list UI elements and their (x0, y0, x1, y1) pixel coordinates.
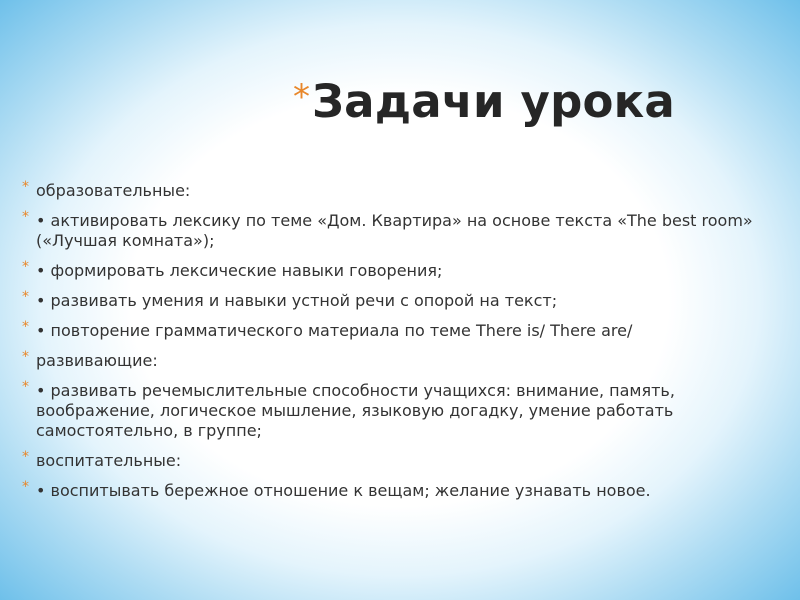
list-item (22, 481, 774, 501)
bullet-icon: * (22, 289, 29, 305)
objectives-list (22, 181, 774, 511)
bullet-icon: * (22, 349, 29, 365)
list-item (22, 211, 774, 251)
bullet-icon: * (22, 479, 29, 495)
list-item-text: • формировать лексические навыки говорения; (36, 261, 443, 280)
list-item (22, 291, 774, 311)
list-item-text: • развивать речемыслительные способности учащихся: внимание, память, воображение, логическое мышление, языковую догадку, умение работать самостоятельно, в группе; (36, 381, 675, 440)
list-item-text: образовательные: (36, 181, 191, 200)
title-row (293, 76, 675, 128)
list-item (22, 321, 774, 341)
title-bullet-icon: * (293, 77, 310, 117)
list-item (22, 351, 774, 371)
list-item (22, 451, 774, 471)
list-item (22, 381, 774, 441)
list-item-text: • повторение грамматического материала по теме There is/ There are/ (36, 321, 633, 340)
bullet-icon: * (22, 449, 29, 465)
list-item (22, 181, 774, 201)
bullet-icon: * (22, 319, 29, 335)
bullet-icon: * (22, 379, 29, 395)
bullet-icon: * (22, 209, 29, 225)
list-item (22, 261, 774, 281)
list-item-text: • активировать лексику по теме «Дом. Квартира» на основе текста «The best room» («Лучшая комната»); (36, 211, 753, 250)
bullet-icon: * (22, 259, 29, 275)
slide-title: Задачи урока (312, 75, 675, 128)
list-item-text: • развивать умения и навыки устной речи с опорой на текст; (36, 291, 558, 310)
list-item-text: развивающие: (36, 351, 158, 370)
list-item-text: • воспитывать бережное отношение к вещам; желание узнавать новое. (36, 481, 651, 500)
bullet-icon: * (22, 179, 29, 195)
list-item-text: воспитательные: (36, 451, 182, 470)
